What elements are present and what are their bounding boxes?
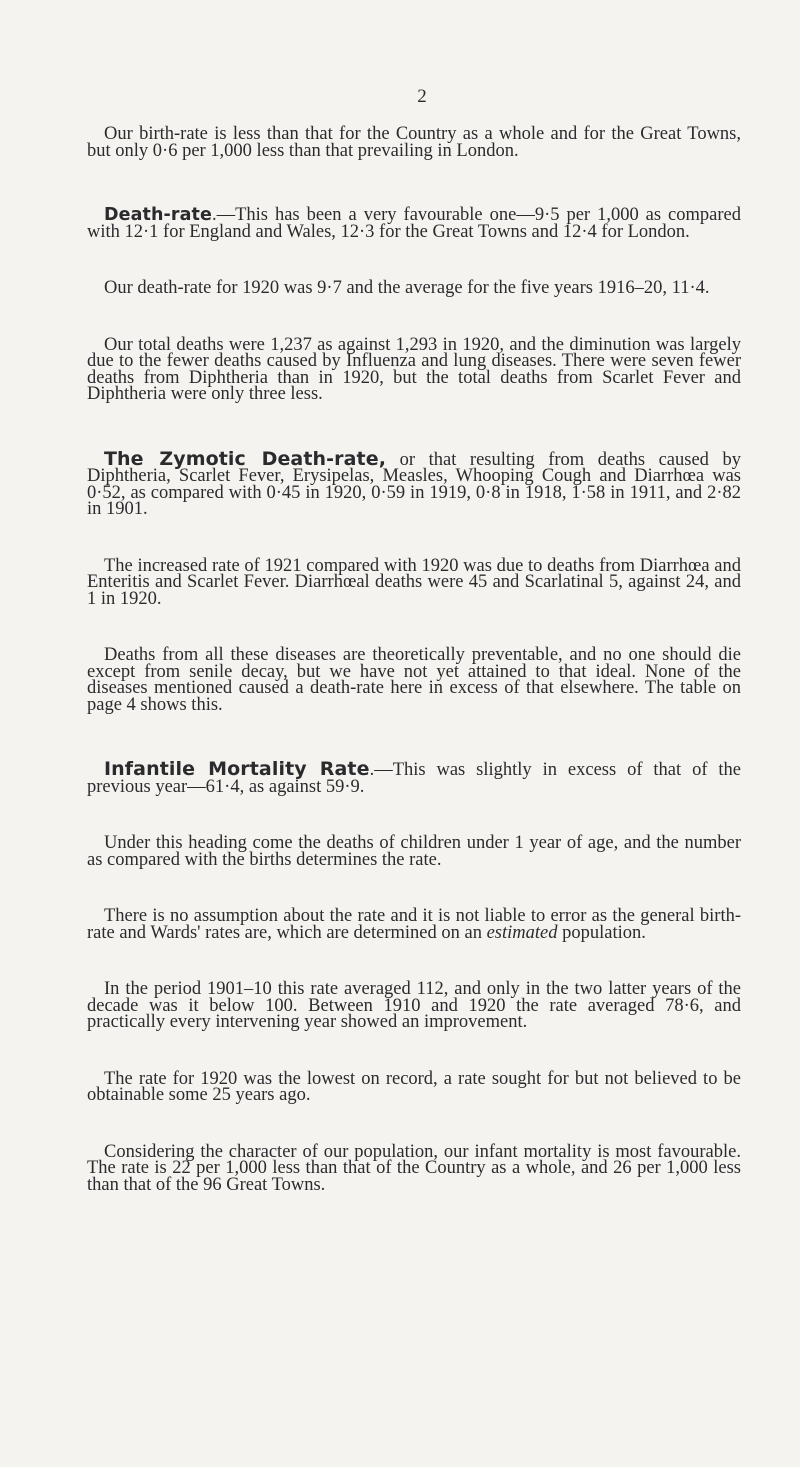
paragraph-heading-explanation: Under this heading come the deaths of children under 1 year of age, and the number as compared with the births determines the rate.: [87, 833, 741, 870]
paragraph-zymotic-text: or that resulting from deaths caused by Diphtheria, Scarlet Fever, Erysipelas, Measles, Whooping Cough and Diarrhœa was 0·52, as compared with 0·45 in 1920, 0·59 in 1919, 0·8 in 1918, 1·58 in 1911, and 2·82 in 1901.: [87, 449, 742, 519]
paragraph-period-1901-10: In the period 1901–10 this rate averaged 112, and only in the two latter years of the decade was it below 100. Between 1910 and 1920 the rate averaged 78·6, and practically every intervening year showed an improvement.: [87, 979, 741, 1032]
paragraph-death-rate: [87, 207, 741, 240]
paragraph-assumption: [87, 908, 741, 941]
paragraph-zymotic: [87, 447, 742, 519]
paragraph-preventable: Deaths from all these diseases are theoretically preventable, and no one should die except from senile decay, but we have not yet attained to that ideal. None of the diseases mentioned caused a death-rate here in excess of that elsewhere. The table on page 4 shows this.: [87, 645, 741, 715]
paragraph-considering: Considering the character of our population, our infant mortality is most favourable. The rate is 22 per 1,000 less than that of the Country as a whole, and 26 per 1,000 less than that of the 96 Great Towns.: [87, 1141, 741, 1195]
document-body: [87, 126, 741, 1193]
paragraph-assumption-text: There is no assumption about the rate and it is not liable to error as the general birth-rate and Wards' rates are, which are determined on an: [87, 906, 741, 943]
emphasis-estimated: estimated: [486, 922, 558, 943]
paragraph-rate-1920: The rate for 1920 was the lowest on record, a rate sought for but not believed to be obtainable some 25 years ago.: [87, 1068, 741, 1105]
page-number: 2: [417, 86, 427, 107]
paragraph-assumption-end: population.: [557, 922, 646, 943]
paragraph-infantile-mortality-text: .—This was slightly in excess of that of the previous year—61·4, as against 59·9.: [87, 760, 741, 797]
heading-infantile-mortality-rate: Infantile Mortality Rate: [104, 758, 370, 780]
paragraph-death-rate-text: .—This has been a very favourable one—9·5 per 1,000 as compared with 12·1 for England and Wales, 12·3 for the Great Towns and 12·4 for London.: [87, 205, 741, 242]
paragraph-birth-rate: Our birth-rate is less than that for the Country as a whole and for the Great Towns, but only 0·6 per 1,000 less than that prevailing in London.: [87, 124, 741, 161]
heading-death-rate: Death-rate: [104, 205, 212, 225]
heading-zymotic-death-rate: The Zymotic Death-rate,: [104, 447, 387, 470]
paragraph-death-rate-1920: Our death-rate for 1920 was 9·7 and the average for the five years 1916–20, 11·4.: [104, 278, 710, 298]
paragraph-increased-rate: The increased rate of 1921 compared with 1920 was due to deaths from Diarrhœa and Enteritis and Scarlet Fever. Diarrhœal deaths were 45 and Scarlatinal 5, against 24, and 1 in 1920.: [87, 555, 741, 609]
paragraph-total-deaths: Our total deaths were 1,237 as against 1,293 in 1920, and the diminution was largely due to the fewer deaths caused by Influenza and lung diseases. There were seven fewer deaths from Diphtheria than in 1920, but the total deaths from Scarlet Fever and Diphtheria were only three less.: [87, 334, 741, 404]
paragraph-infantile-mortality: [87, 758, 741, 797]
